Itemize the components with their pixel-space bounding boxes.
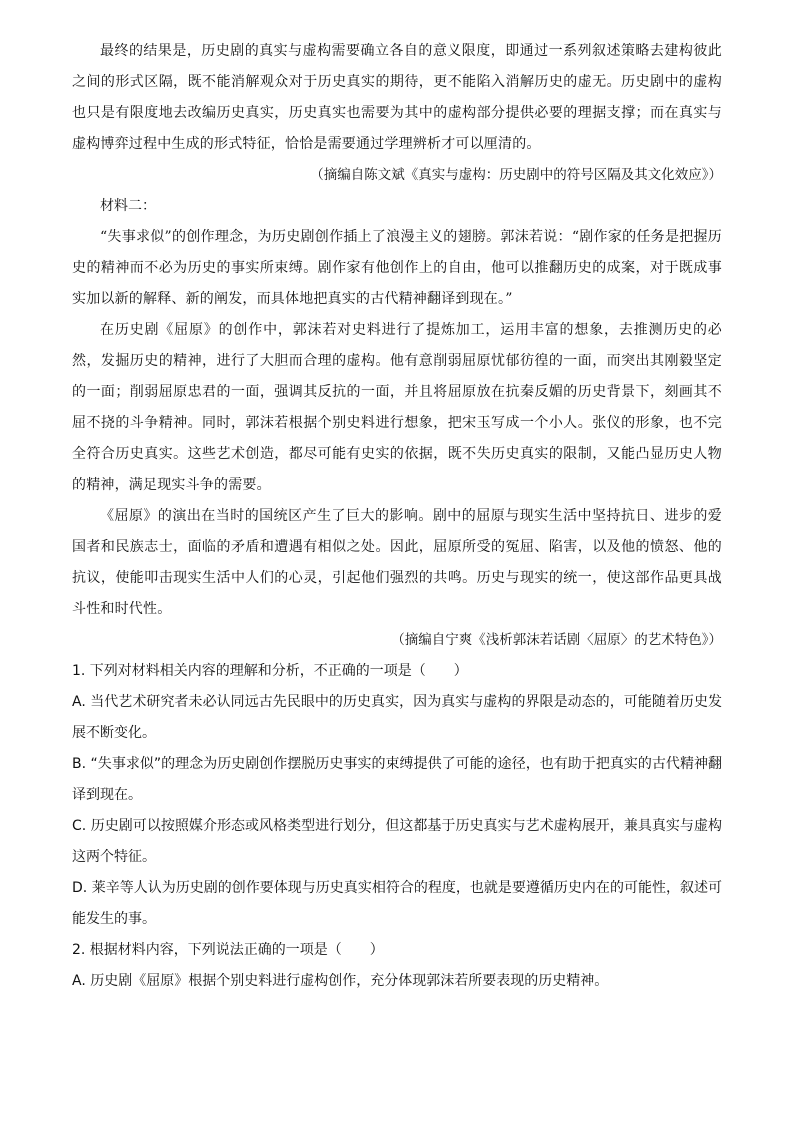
passage-paragraph: 《屈原》的演出在当时的国统区产生了巨大的影响。剧中的屈原与现实生活中坚持抗日、进步的爱国者和民族志士，面临的矛盾和遭遇有相似之处。因此，屈原所受的冤屈、陷害，以及他的愤怒、他的抗议，使能叩击现实生活中人们的心灵，引起他们强烈的共鸣。历史与现实的统一，使这部作品更具战斗性和时代性。 [72, 508, 722, 617]
answer-option-d: D. 莱辛等人认为历史剧的创作要体现与历史真实相符合的程度，也就是要遵循历史内在的可能性，叙述可能发生的事。 [72, 880, 722, 927]
passage-paragraph: 最终的结果是，历史剧的真实与虚构需要确立各自的意义限度，即通过一系列叙述策略去建构彼此之间的形式区隔，既不能消解观众对于历史真实的期待，更不能陷入消解历史的虚无。历史剧中的虚构也只是有限度地去改编历史真实，历史真实也需要为其中的虚构部分提供必要的理据支撑；而在真实与虚构博弈过程中生成的形式特征，恰恰是需要通过学理辨析才可以厘清的。 [72, 43, 722, 152]
passage-paragraph: 在历史剧《屈原》的创作中，郭沫若对史料进行了提炼加工，运用丰富的想象，去推测历史的必然，发掘历史的精神，进行了大胆而合理的虚构。他有意削弱屈原忧郁彷徨的一面，而突出其刚毅坚定的一面；削弱屈原忠君的一面，强调其反抗的一面，并且将屈原放在抗秦反媚的历史背景下，刻画其不屈不挠的斗争精神。同时，郭沫若根据个别史料进行想象，把宋玉写成一个小人。张仪的形象，也不完全符合历史真实。这些艺术创造，都尽可能有史实的依据，既不失历史真实的限制，又能凸显历史人物的精神，满足现实斗争的需要。 [72, 322, 722, 493]
answer-option-a: A. 历史剧《屈原》根据个别史料进行虚构创作，充分体现郭沫若所要表现的历史精神。 [72, 973, 609, 989]
answer-option-c: C. 历史剧可以按照媒介形态或风格类型进行划分，但这都基于历史真实与艺术虚构展开，兼具真实与虚构这两个特征。 [72, 818, 722, 865]
answer-option-b: B. “失事求似”的理念为历史剧创作摆脱历史事实的束缚提供了可能的途径，也有助于把真实的古代精神翻译到现在。 [72, 756, 722, 803]
passage-paragraph: “失事求似”的创作理念，为历史剧创作插上了浪漫主义的翅膀。郭沫若说：“剧作家的任务是把握历史的精神而不必为历史的事实所束缚。剧作家有他创作上的自由，他可以推翻历史的成案，对于既成事实加以新的解释、新的阐发，而具体地把真实的古代精神翻译到现在。” [72, 229, 722, 307]
document-page [72, 36, 722, 997]
question-stem: 1. 下列对材料相关内容的理解和分析，不正确的一项是（ ） [72, 663, 468, 679]
source-citation: （摘编自宁爽《浅析郭沫若话剧〈屈原〉的艺术特色》） [391, 632, 722, 648]
answer-option-a: A. 当代艺术研究者未必认同远古先民眼中的历史真实，因为真实与虚构的界限是动态的，可能随着历史发展不断变化。 [72, 694, 722, 741]
source-citation: （摘编自陈文斌《真实与虚构：历史剧中的符号区隔及其文化效应》） [310, 167, 722, 183]
material-label: 材料二： [100, 198, 156, 214]
question-stem: 2. 根据材料内容，下列说法正确的一项是（ ） [72, 942, 384, 958]
